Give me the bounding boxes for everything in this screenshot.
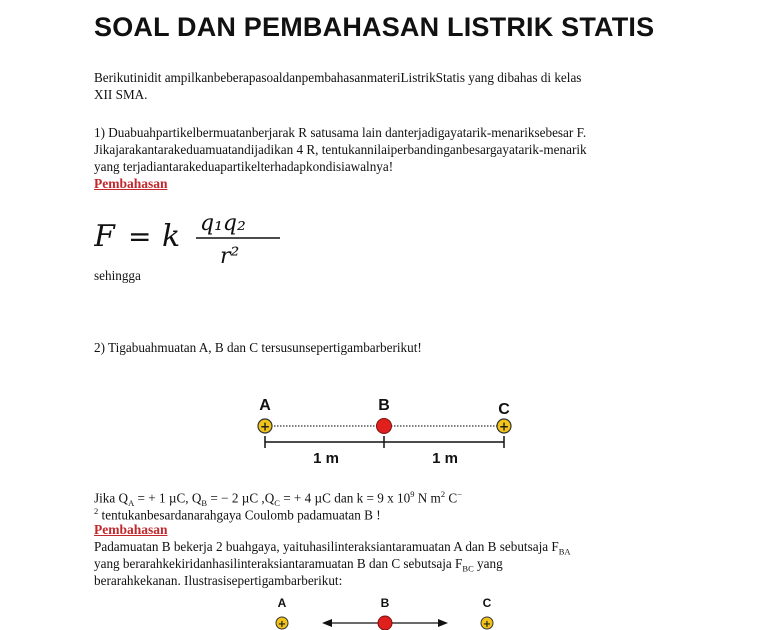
distance-bc: 1 m [432, 450, 458, 467]
formula-f: F [94, 219, 115, 254]
distance-ab: 1 m [313, 450, 339, 467]
solution-2-fba-sub: BA [558, 546, 571, 557]
question-1-line-3: yang terjadiantarakeduapartikelterhadapkondisiawalnya! [94, 159, 394, 174]
force-charge-c-sign: + [482, 619, 492, 630]
question-1-line-1: 1) Duabuahpartikelbermuatanberjarak R satusama lain danterjadigayatarik-menariksebesar F. [94, 125, 587, 140]
intro-line-1: Berikutinidit ampilkanbeberapasoaldanpembahasanmateriListrikStatis yang dibahas di kelas [94, 70, 582, 85]
given-c-sub: C [274, 498, 280, 509]
force-label-c: C [482, 596, 492, 610]
intro-line-2: XII SMA. [94, 87, 148, 102]
force-label-a: A [277, 596, 287, 610]
formula-equals: = [128, 220, 152, 253]
coulomb-formula [94, 206, 294, 276]
given-b-val: = − 2 µC ,Q [207, 490, 275, 506]
solution-2-heading: Pembahasan [94, 522, 168, 537]
question-1-line-2: Jikajarakantarakeduamuatandijadikan 4 R, tentukannilaiperbandinganbesargayatarik-menarik [94, 142, 587, 157]
formula-denominator: r² [220, 244, 240, 269]
given-unit: N m [414, 490, 441, 506]
solution-2-line-2-post: yang [473, 556, 503, 571]
given-exp: 9 [410, 489, 415, 499]
arrow-left-icon [322, 619, 332, 627]
solution-1-after: sehingga [94, 268, 141, 283]
charge-c-sign: + [498, 419, 510, 434]
solution-1-heading: Pembahasan [94, 176, 168, 191]
given-unit-c-exp: − [457, 489, 462, 499]
task-sup: 2 [94, 506, 99, 516]
task-text: tentukanbesardanarahgaya Coulomb padamuatan B ! [98, 507, 381, 523]
given-a-val: = + 1 µC, Q [134, 490, 202, 506]
force-charge-b-icon [378, 616, 392, 630]
force-diagram [260, 593, 510, 630]
label-c: C [498, 401, 510, 418]
charge-b-icon [377, 419, 392, 434]
given-unit-exp: 2 [440, 489, 446, 499]
charges-diagram [240, 390, 530, 470]
question-2-task [94, 503, 381, 524]
force-charge-a-sign: + [277, 619, 287, 630]
solution-2-fbc-sub: BC [462, 563, 474, 574]
given-pre: Jika Q [94, 490, 129, 506]
force-label-b: B [380, 596, 390, 610]
label-a: A [259, 397, 271, 414]
page-title: SOAL DAN PEMBAHASAN LISTRIK STATIS [94, 12, 655, 42]
formula-k: k [162, 219, 181, 254]
given-c-val: = + 4 µC dan k = 9 x 10 [279, 490, 411, 506]
solution-2-line-2-text: yang berarahkekiridanhasilinteraksiantaramuatan B dan C sebutsaja F [94, 556, 463, 571]
charge-a-sign: + [259, 419, 271, 434]
given-a-sub: A [128, 498, 135, 509]
arrow-right-icon [438, 619, 448, 627]
label-b: B [378, 397, 390, 414]
question-2-line-1: 2) Tigabuahmuatan A, B dan C tersusunsepertigambarberikut! [94, 340, 422, 355]
given-b-sub: B [201, 498, 208, 509]
solution-2-line-3: berarahkekanan. Ilustrasisepertigambarberikut: [94, 573, 343, 588]
given-unit-c: C [445, 490, 458, 506]
solution-2-line-1-text: Padamuatan B bekerja 2 buahgaya, yaituhasilinteraksiantaramuatan A dan B sebutsaja F [94, 539, 559, 554]
formula-numerator: q₁q₂ [200, 211, 246, 236]
